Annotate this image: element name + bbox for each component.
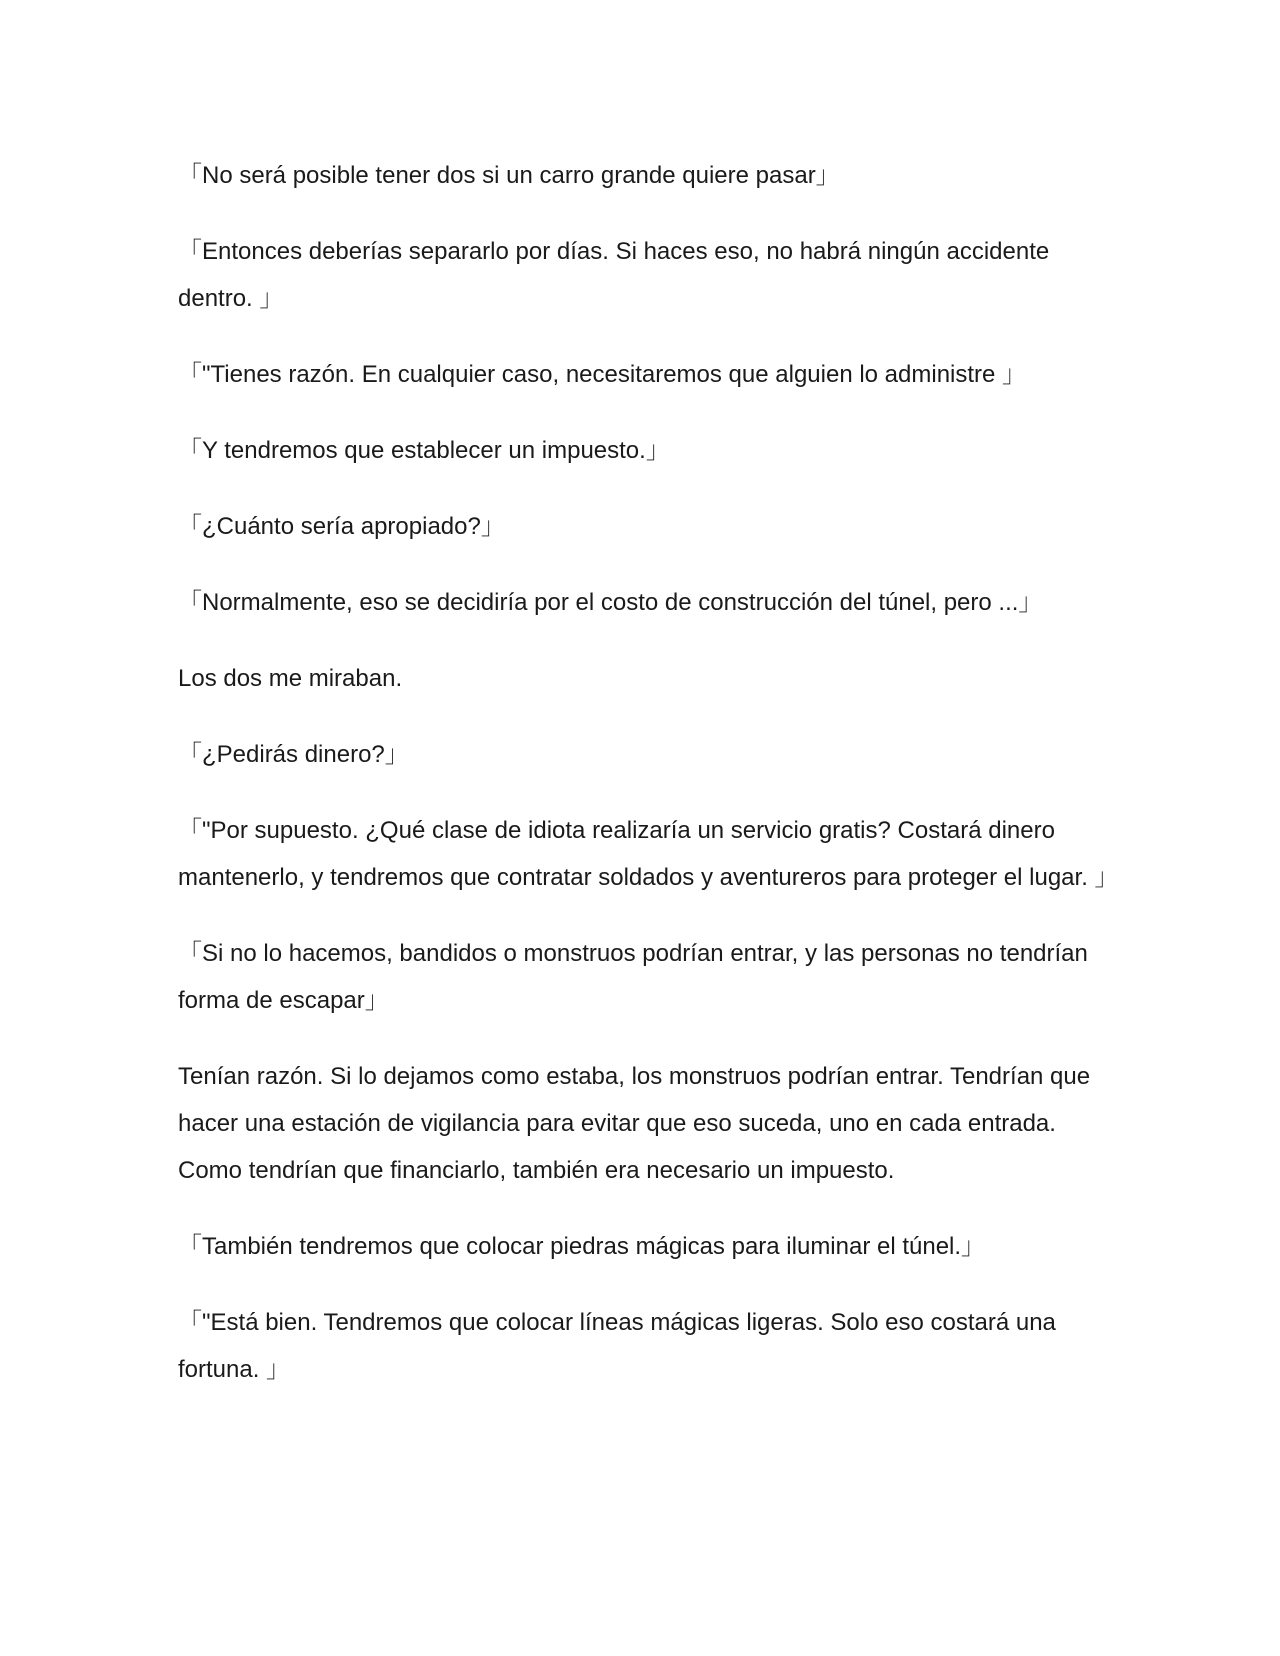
dialogue-paragraph: 「Entonces deberías separarlo por días. Si haces eso, no habrá ningún accidente dentro. 」 bbox=[178, 238, 1050, 312]
dialogue-paragraph: 「¿Cuánto sería apropiado?」 bbox=[178, 513, 505, 540]
dialogue-paragraph: 「Y tendremos que establecer un impuesto.」 bbox=[178, 437, 670, 464]
narration-paragraph: Los dos me miraban. bbox=[178, 665, 403, 692]
dialogue-paragraph: 「No será posible tener dos si un carro grande quiere pasar」 bbox=[178, 162, 840, 189]
dialogue-paragraph: 「"Está bien. Tendremos que colocar líneas mágicas ligeras. Solo eso costará una fortuna. 」 bbox=[178, 1309, 1056, 1383]
document-page bbox=[178, 152, 1119, 1422]
dialogue-paragraph: 「¿Pedirás dinero?」 bbox=[178, 741, 409, 768]
dialogue-paragraph: 「"Por supuesto. ¿Qué clase de idiota realizaría un servicio gratis? Costará dinero mantenerlo, y tendremos que contratar soldados y aventureros para proteger el lugar. 」 bbox=[178, 817, 1119, 891]
dialogue-paragraph: 「"Tienes razón. En cualquier caso, necesitaremos que alguien lo administre 」 bbox=[178, 361, 1027, 388]
narration-paragraph: Tenían razón. Si lo dejamos como estaba, los monstruos podrían entrar. Tendrían que hacer una estación de vigilancia para evitar que eso suceda, uno en cada entrada. Como tendrían que financiarlo, también era necesario un impuesto. bbox=[178, 1063, 1091, 1184]
dialogue-paragraph: 「Si no lo hacemos, bandidos o monstruos podrían entrar, y las personas no tendrían forma de escapar」 bbox=[178, 940, 1088, 1014]
dialogue-paragraph: 「Normalmente, eso se decidiría por el costo de construcción del túnel, pero ...」 bbox=[178, 589, 1043, 616]
dialogue-paragraph: 「También tendremos que colocar piedras mágicas para iluminar el túnel.」 bbox=[178, 1233, 986, 1260]
